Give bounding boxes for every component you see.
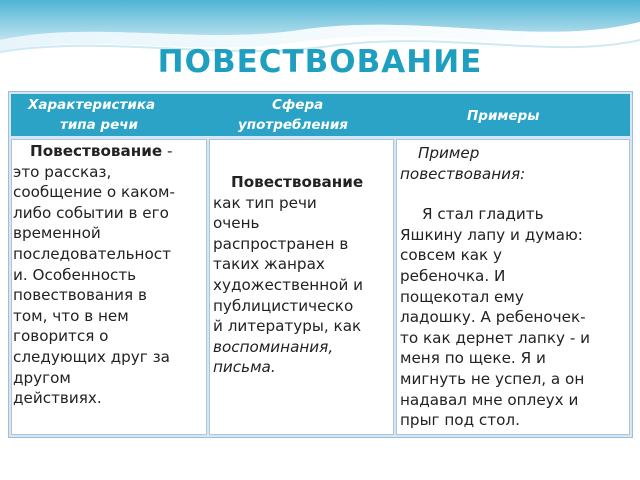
col3-example-line: прыг под стол. bbox=[400, 411, 520, 430]
col2-line: таких жанрах bbox=[213, 255, 325, 274]
col1-line: временной bbox=[13, 224, 101, 243]
col1-line: и. Особенность bbox=[13, 265, 137, 284]
col3-example-line: надавал мне оплеух и bbox=[400, 390, 579, 409]
col3-example-line: Я стал гладить bbox=[422, 205, 544, 224]
col3-example-line: пощекотал ему bbox=[400, 287, 524, 306]
col3-example-line: ладошку. А ребеночек- bbox=[400, 308, 586, 327]
col1-line: говорится о bbox=[13, 327, 109, 346]
col3-example-line: мигнуть не успел, а он bbox=[400, 369, 585, 388]
header-col1-line1: Характеристика bbox=[28, 97, 156, 113]
col2-italic-line: письма. bbox=[213, 358, 276, 377]
col3-example-line: совсем как у bbox=[400, 246, 503, 265]
col1-line: сообщение о каком- bbox=[13, 183, 175, 202]
header-col2-line2: употребления bbox=[238, 117, 348, 133]
header-col1-line2: типа речи bbox=[60, 117, 138, 133]
col1-line: либо событии в его bbox=[13, 203, 169, 222]
col3-example-line: ребеночка. И bbox=[400, 266, 506, 285]
col2-line: как тип речи bbox=[213, 193, 317, 212]
col3-text bbox=[400, 143, 628, 431]
header-col3: Примеры bbox=[467, 108, 540, 124]
col3-example-line: то как дернет лапку - и bbox=[400, 328, 590, 347]
col2-term: Повествование bbox=[231, 173, 364, 191]
col2-line: распространен в bbox=[213, 234, 349, 253]
col2-line: публицистическо bbox=[213, 296, 354, 315]
col1-line: том, что в нем bbox=[13, 306, 129, 325]
col3-intro-line: повествования: bbox=[400, 164, 526, 183]
col2-line: очень bbox=[213, 214, 260, 233]
col3-example-line: меня по щеке. Я и bbox=[400, 349, 546, 368]
col1-term: Повествование bbox=[30, 142, 163, 160]
col2-text bbox=[213, 172, 393, 378]
col2-italic-line: воспоминания, bbox=[213, 337, 334, 356]
col1-line: действиях. bbox=[13, 389, 102, 408]
col3-example-line: Яшкину лапу и думаю: bbox=[400, 225, 583, 244]
header-col2-line1: Сфера bbox=[272, 97, 324, 113]
col2-line: й литературы, как bbox=[213, 317, 362, 336]
col3-intro-line: Пример bbox=[418, 144, 480, 162]
col1-line: другом bbox=[13, 368, 71, 387]
col1-dash: - bbox=[162, 142, 173, 160]
col2-line: художественной и bbox=[213, 275, 364, 294]
col1-text bbox=[13, 141, 205, 409]
col1-line: это рассказ, bbox=[13, 162, 112, 181]
col1-line: последовательност bbox=[13, 244, 171, 263]
col1-line: повествования в bbox=[13, 286, 147, 305]
page-title: ПОВЕСТВОВАНИЕ bbox=[157, 44, 483, 80]
col1-line: следующих друг за bbox=[13, 347, 170, 366]
